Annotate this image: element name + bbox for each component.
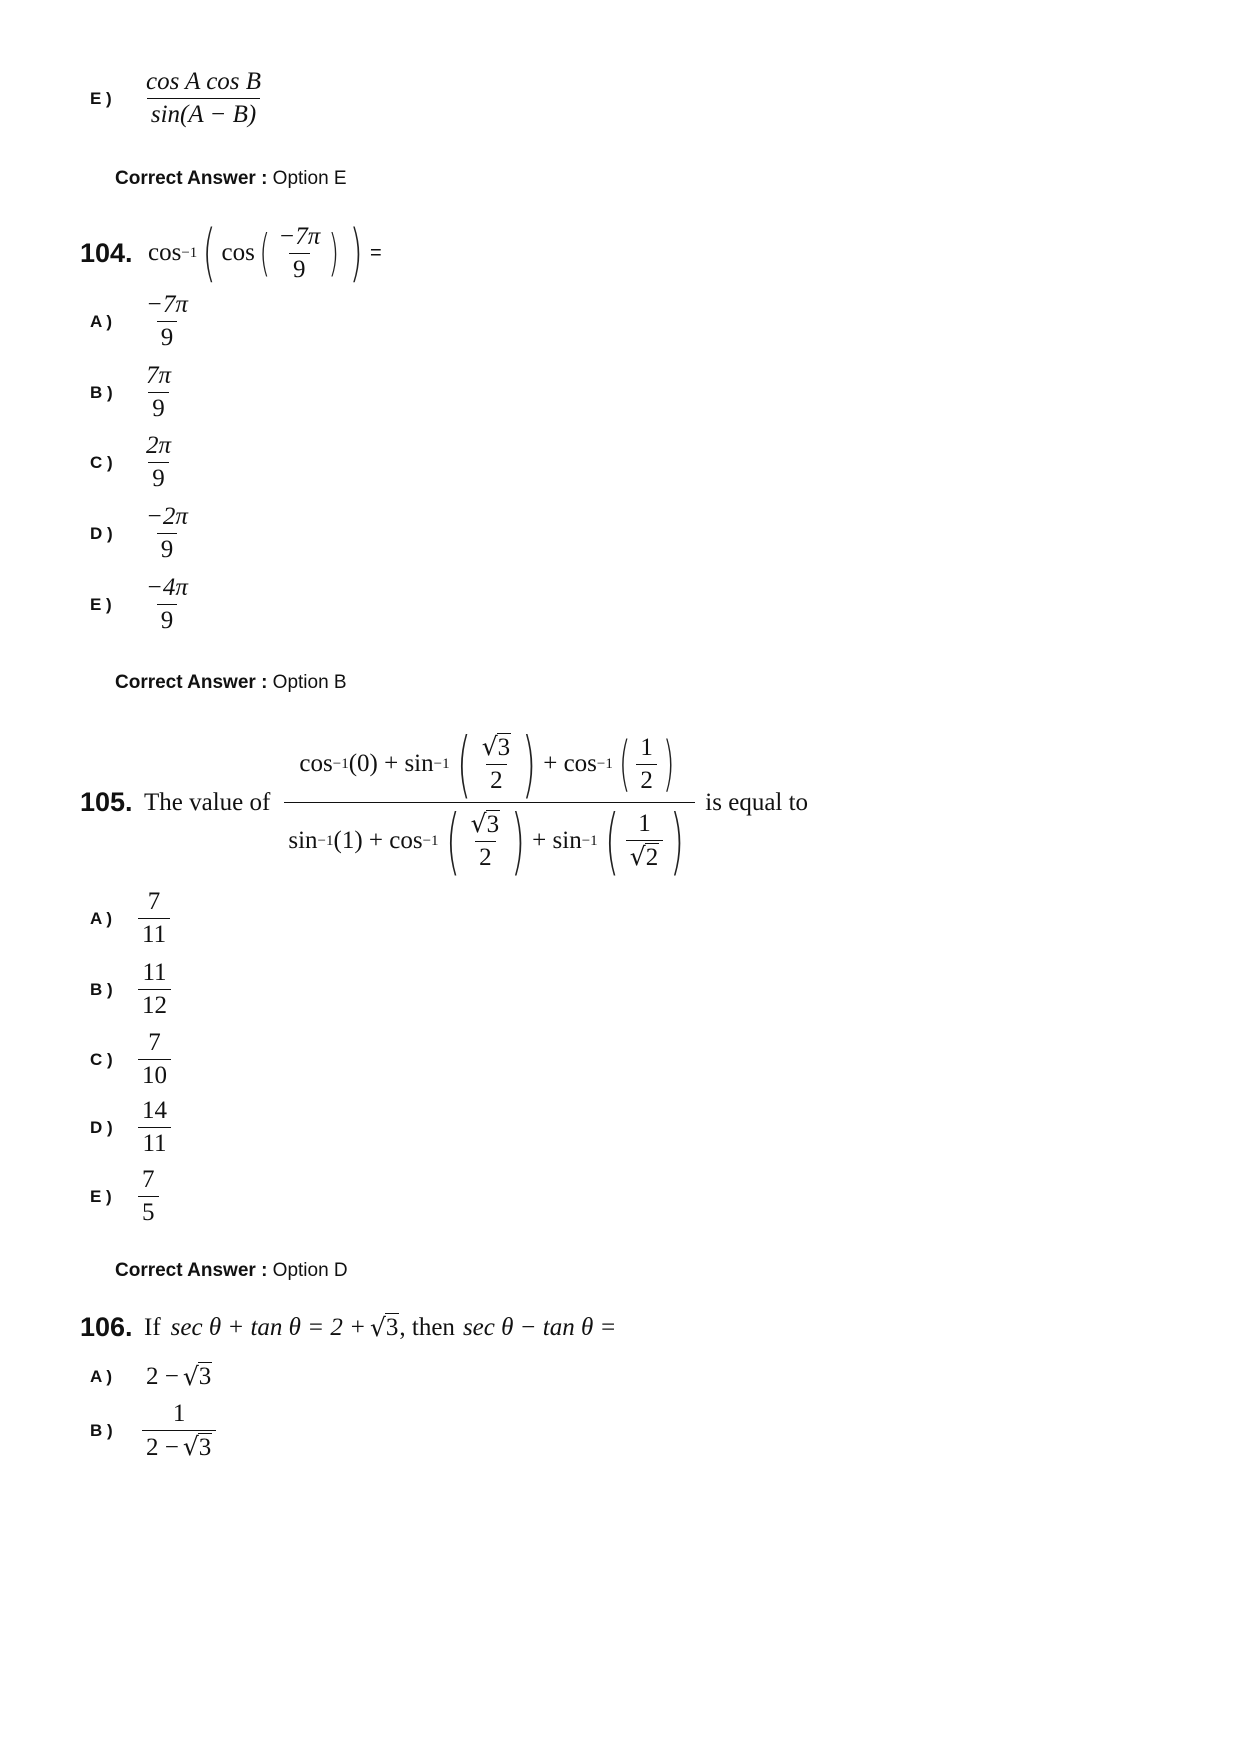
q105-option-c[interactable]: C ) $\frac{7}{10}$ xyxy=(90,1029,171,1090)
question-number: 106. xyxy=(80,1312,133,1342)
q106-option-a[interactable]: A ) 2 − √ 3 xyxy=(90,1362,212,1391)
prev-option-e[interactable] xyxy=(90,68,265,129)
q104-option-d[interactable]: D ) $\frac{-2\pi}{9}$ xyxy=(90,503,188,563)
q105-option-d[interactable]: D ) $\frac{14}{11}$ xyxy=(90,1097,171,1158)
question-expression: cos −1 ( cos ( $\frac{-7\pi}{9}$ ) ) = xyxy=(148,216,382,289)
q105-option-a[interactable]: A ) $\frac{7}{11}$ xyxy=(90,888,170,949)
option-label: E ) xyxy=(90,88,112,108)
question-number: 105. xyxy=(80,787,133,817)
question-105 xyxy=(80,722,809,883)
q104-option-a[interactable]: A ) $\frac{-7\pi}{9}$ xyxy=(90,291,188,351)
q104-option-b[interactable]: B ) $\frac{7\pi}{9}$ xyxy=(90,362,172,422)
q104-option-e[interactable]: E ) $\frac{-4\pi}{9}$ xyxy=(90,574,188,634)
big-denominator: sin −1 (1) + cos −1 ( √ 3 2 ) + sin −1 ( 1 √ 2 ) xyxy=(284,802,695,877)
question-number: 104. xyxy=(80,237,133,268)
question-104 xyxy=(80,216,382,289)
correct-answer: Correct Answer : Option E xyxy=(115,168,347,189)
q104-option-c[interactable]: C ) $\frac{2\pi}{9}$ xyxy=(90,432,172,492)
option-fraction: $\frac{\text{cos A cos B}}{\sin(A - B)}$ xyxy=(146,68,262,128)
big-fraction xyxy=(284,722,695,883)
q105-option-e[interactable]: E ) $\frac{7}{5}$ xyxy=(90,1166,159,1227)
big-numerator: cos −1 (0) + sin −1 ( √ 3 2 ) + cos −1 ( $\frac{1}{2}$ ) xyxy=(299,722,675,806)
q105-option-b[interactable]: B ) $\frac{11}{12}$ xyxy=(90,959,171,1020)
correct-answer: Correct Answer : Option D xyxy=(115,1260,348,1281)
q106-option-b[interactable]: B ) 1 2 − √ 3 xyxy=(90,1400,216,1462)
correct-answer: Correct Answer : Option B xyxy=(115,672,347,693)
question-tail: is equal to xyxy=(705,788,809,816)
question-106: 106. If sec θ + tan θ = 2 + √ 3 , then sec θ − tan θ = xyxy=(80,1312,617,1342)
question-lead: The value of xyxy=(144,788,271,816)
